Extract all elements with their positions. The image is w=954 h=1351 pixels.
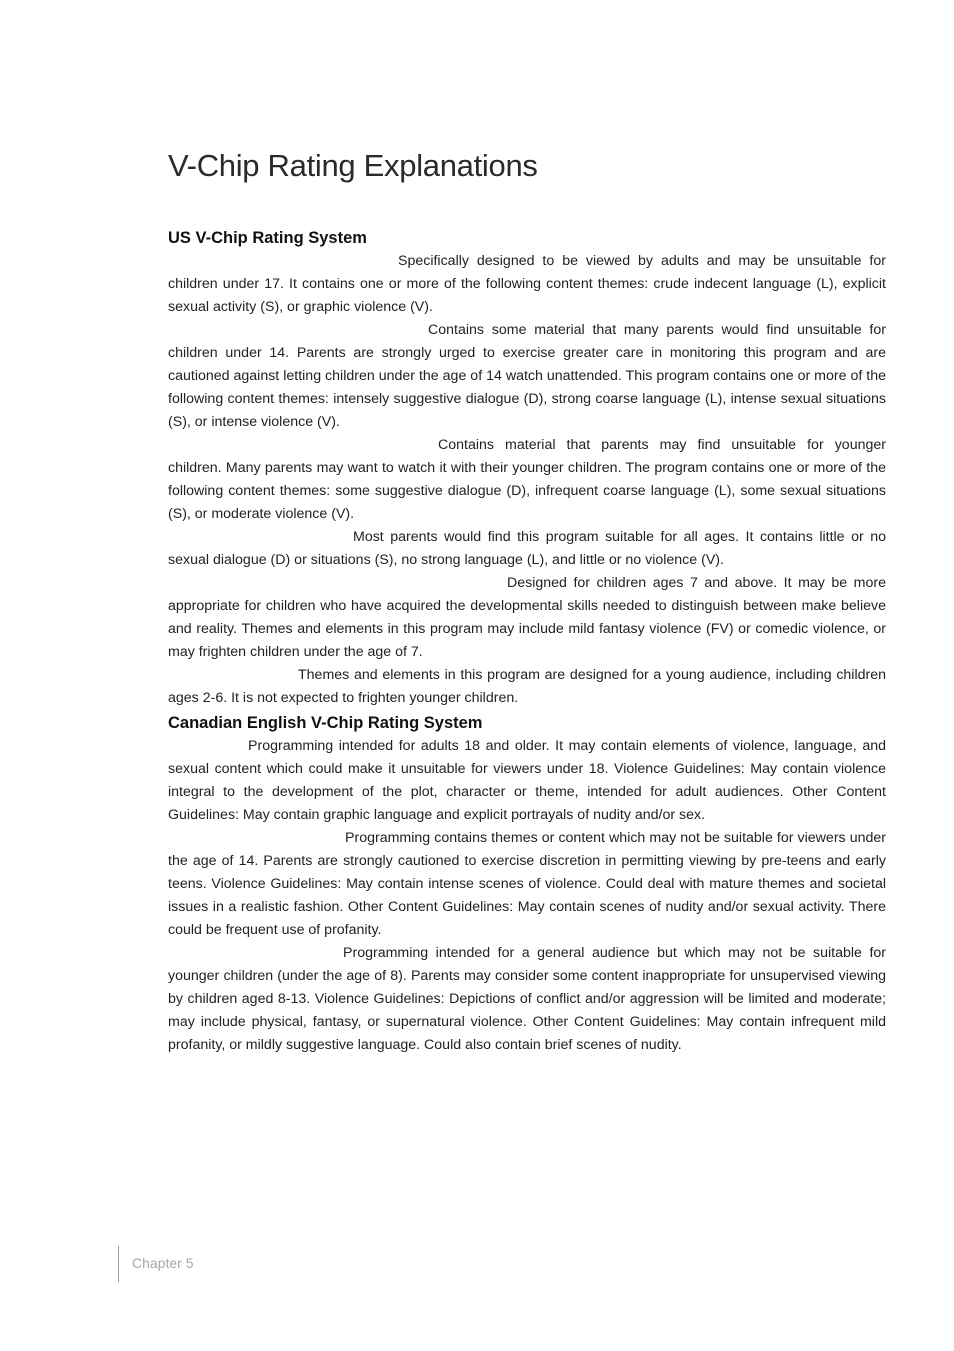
document-body [168, 226, 886, 1057]
paragraph-us-1: Specifically designed to be viewed by adults and may be unsuitable for children under 17. It contains one or more of the following content themes: crude indecent language (L), explicit sexual activity (S), or graphic violence (V). [168, 253, 886, 315]
paragraph-us-5: Designed for children ages 7 and above. It may be more appropriate for children who have acquired the developmental skills needed to distinguish between make believe and reality. Themes and elements in this program may include mild fantasy violence (FV) or comedic violence, or may frighten children under the age of 7. [168, 575, 886, 660]
paragraph-ca-3: Programming intended for a general audience but which may not be suitable for younger children (under the age of 8). Parents may consider some content inappropriate for unsupervised viewing by children aged 8-13. Violence Guidelines: Depictions of conflict and/or aggression will be limited and moderate; may include physical, fantasy, or supernatural violence. Other Content Guidelines: May contain infrequent mild profanity, or mildly suggestive language. Could also contain brief scenes of nudity. [168, 945, 886, 1053]
paragraph-us-6: Themes and elements in this program are designed for a young audience, including children ages 2-6. It is not expected to frighten younger children. [168, 667, 886, 706]
paragraph-ca-1: Programming intended for adults 18 and older. It may contain elements of violence, language, and sexual content which could make it unsuitable for viewers under 18. Violence Guidelines: May contain violence integral to the development of the plot, character or theme, intended for adult audiences. Other Content Guidelines: May contain graphic language and explicit portrayals of nudity and/or sex. [168, 738, 886, 823]
footer-divider [118, 1246, 119, 1282]
section-heading-canadian: Canadian English V-Chip Rating System [168, 714, 483, 732]
paragraph-us-4: Most parents would find this program suitable for all ages. It contains little or no sexual dialogue (D) or situations (S), no strong language (L), and little or no violence (V). [168, 529, 886, 568]
page-title: V-Chip Rating Explanations [168, 148, 538, 183]
section-heading-us: US V-Chip Rating System [168, 229, 367, 247]
paragraph-us-2: Contains some material that many parents would find unsuitable for children under 14. Parents are strongly urged to exercise greater care in monitoring this program and are cautioned against letting children under the age of 14 watch unattended. This program contains one or more of the following content themes: intensely suggestive dialogue (D), strong coarse language (L), intense sexual situations (S), or intense violence (V). [168, 322, 886, 430]
chapter-label: Chapter 5 [132, 1255, 194, 1271]
paragraph-ca-2: Programming contains themes or content which may not be suitable for viewers under the age of 14. Parents are strongly cautioned to exercise discretion in permitting viewing by pre-teens and early teens. Violence Guidelines: May contain intense scenes of violence. Could deal with mature themes and societal issues in a realistic fashion. Other Content Guidelines: May contain scenes of nudity and/or sexual activity. There could be frequent use of profanity. [168, 830, 886, 938]
paragraph-us-3: Contains material that parents may find unsuitable for younger children. Many parents may want to watch it with their younger children. The program contains one or more of the following content themes: some suggestive dialogue (D), infrequent coarse language (L), some sexual situations (S), or moderate violence (V). [168, 437, 886, 522]
